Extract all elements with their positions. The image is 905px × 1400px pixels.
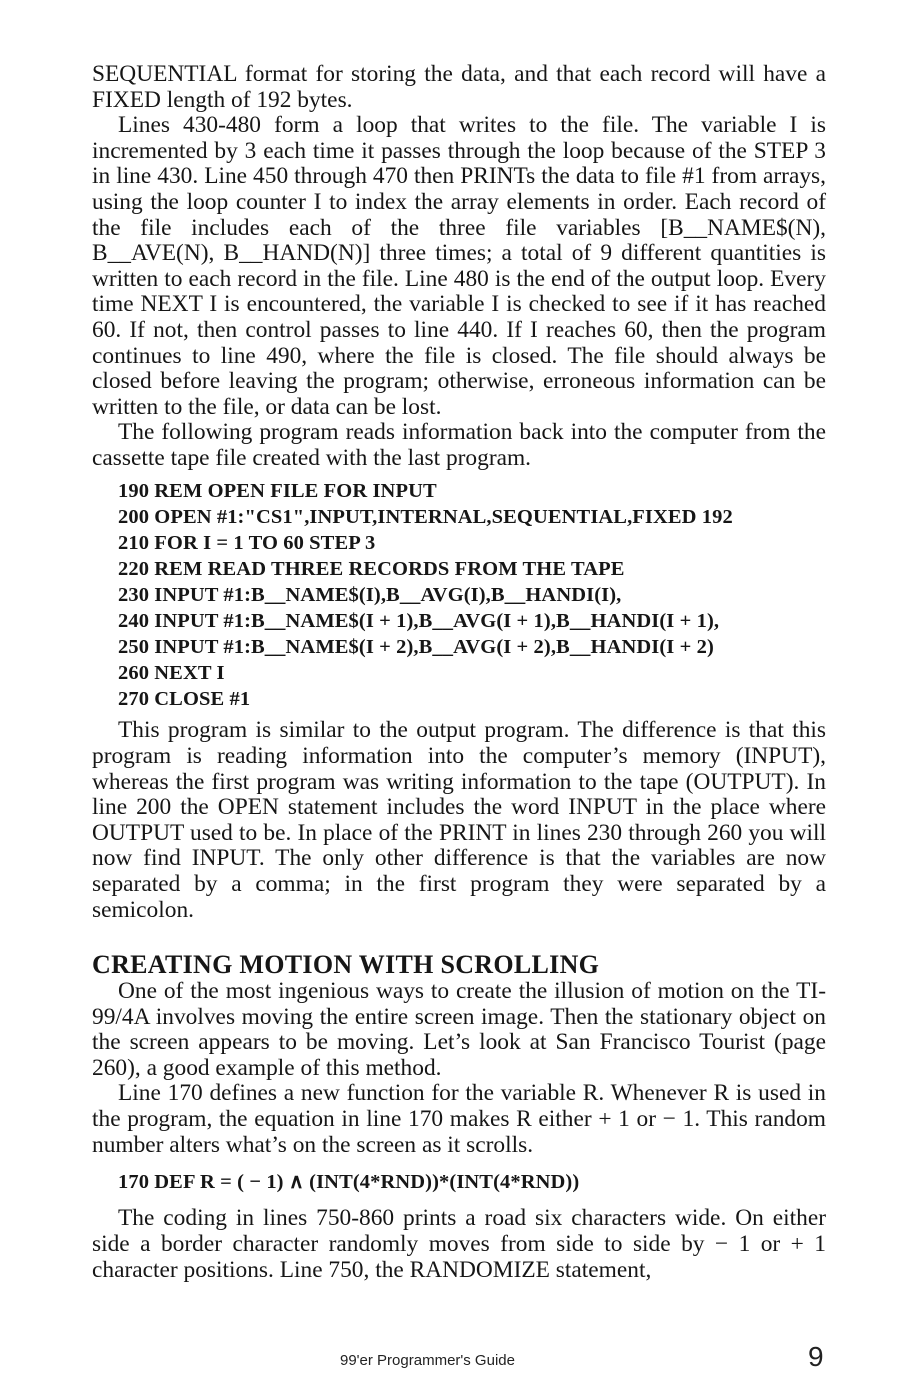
page-number: 9 xyxy=(808,1341,824,1372)
paragraph: The coding in lines 750-860 prints a road six characters wide. On either side a border character randomly moves from side to side by − 1 or + 1 character positions. Line 750, the RANDOMIZE statement, xyxy=(92,1205,826,1283)
paragraph: Line 170 defines a new function for the variable R. Whenever R is used in the program, the equation in line 170 makes R either + 1 or − 1. This random number alters what’s on the screen as it scrolls. xyxy=(92,1080,826,1158)
code-line: 220 REM READ THREE RECORDS FROM THE TAPE xyxy=(118,557,625,580)
page-content xyxy=(92,62,826,1283)
code-listing-def xyxy=(118,1169,826,1195)
code-line: 230 INPUT #1:B__NAME$(I),B__AVG(I),B__HANDI(I), xyxy=(118,583,622,606)
code-listing xyxy=(118,478,826,713)
code-line: 260 NEXT I xyxy=(118,662,225,685)
code-line: 170 DEF R = ( − 1) ∧ (INT(4*RND))*(INT(4*RND)) xyxy=(118,1171,580,1194)
paragraph: This program is similar to the output program. The difference is that this program is reading information into the computer’s memory (INPUT), whereas the first program was writing information to the tape (OUTPUT). In line 200 the OPEN statement includes the word INPUT in the place where OUTPUT used to be. In place of the PRINT in lines 230 through 260 you will now find INPUT. The only other difference is that the variables are now separated by a comma; in the first program they were separated by a semicolon. xyxy=(92,717,826,923)
code-line: 240 INPUT #1:B__NAME$(I + 1),B__AVG(I + 1),B__HANDI(I + 1), xyxy=(118,609,720,632)
code-line: 190 REM OPEN FILE FOR INPUT xyxy=(118,479,437,502)
paragraph: Lines 430-480 form a loop that writes to the file. The variable I is incremented by 3 each time it passes through the loop because of the STEP 3 in line 430. Line 450 through 470 then PRINTs the data to file #1 from arrays, using the loop counter I to index the array elements in order. Each record of the file includes each of the three file variables [B__NAME$(N), B__AVE(N), B__HAND(N)] three times; a total of 9 different quantities is written to each record in the file. Line 480 is the end of the output loop. Every time NEXT I is encountered, the variable I is checked to see if it has reached 60. If not, then control passes to line 440. If I reaches 60, then the program continues to line 490, where the file is closed. The file should always be closed before leaving the program; otherwise, erroneous information can be written to the file, or data can be lost. xyxy=(92,112,826,420)
code-line: 270 CLOSE #1 xyxy=(118,688,251,711)
paragraph: SEQUENTIAL format for storing the data, and that each record will have a FIXED length of 192 bytes. xyxy=(92,61,826,113)
section-heading: CREATING MOTION WITH SCROLLING xyxy=(92,950,600,980)
code-line: 250 INPUT #1:B__NAME$(I + 2),B__AVG(I + 2),B__HANDI(I + 2) xyxy=(118,636,714,659)
code-line: 210 FOR I = 1 TO 60 STEP 3 xyxy=(118,531,376,554)
paragraph: The following program reads information back into the computer from the cassette tape file created with the last program. xyxy=(92,419,826,471)
footer-title: 99'er Programmer's Guide xyxy=(340,1352,515,1369)
code-line: 200 OPEN #1:"CS1",INPUT,INTERNAL,SEQUENTIAL,FIXED 192 xyxy=(118,505,733,528)
paragraph: One of the most ingenious ways to create the illusion of motion on the TI-99/4A involves moving the entire screen image. Then the stationary object on the screen appears to be moving. Let’s look at San Francisco Tourist (page 260), a good example of this method. xyxy=(92,978,826,1081)
